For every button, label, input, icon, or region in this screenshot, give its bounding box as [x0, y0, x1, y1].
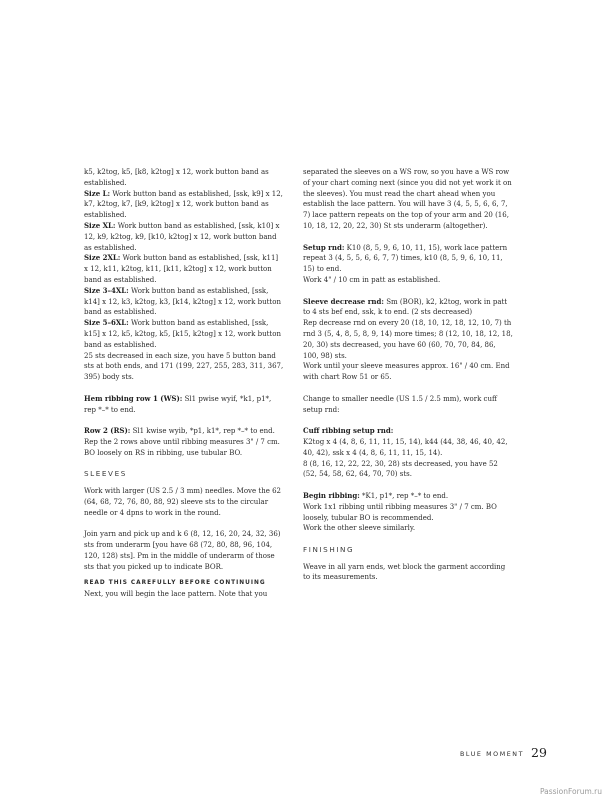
instruction-text: Next, you will begin the lace pattern. Note that you — [84, 590, 268, 599]
begin-ribbing — [303, 491, 513, 502]
size-l-instruction — [84, 189, 284, 221]
instruction-text: Sl1 kwise wyib, *p1, k1*, rep *–* to end. — [130, 427, 275, 436]
instruction-text: K2tog x 4 (4, 8, 6, 11, 11, 15, 14), k44 (44, 38, 46, 40, 42, 40, 42), ssk x 4 (4, 8, 6, 11, 11, 15, 14). — [303, 437, 508, 457]
instruction-text: k5, k2tog, k5, [k8, k2tog] x 12, work button band as established. — [84, 168, 269, 187]
instruction-text: Sl1 pwise wyif, *k1, p1*, rep *–* to end. — [84, 394, 272, 414]
size-label: Size 5–6XL: — [84, 318, 129, 328]
read-carefully-note: READ THIS CAREFULLY BEFORE CONTINUING — [84, 580, 266, 587]
row-label: Sleeve decrease rnd: — [303, 296, 384, 306]
instruction-text: Work until your sleeve measures approx. 16" / 40 cm. End with chart Row 51 or 65. — [303, 362, 510, 382]
size-label: Size 3–4XL: — [84, 285, 129, 295]
size-label: Size XL: — [84, 220, 116, 230]
size-3-4xl-instruction — [84, 286, 284, 318]
instruction-text: Rep the 2 rows above until ribbing measures 3" / 7 cm. BO loosely on RS in ribbing, use tubular BO. — [84, 437, 280, 457]
sleeve-decrease-round — [303, 297, 513, 319]
instruction-text: Join yarn and pick up and k 6 (8, 12, 16, 20, 24, 32, 36) sts from underarm [you have 68 (72, 80, 88, 96, 104, 120, 128) sts]. Pm in the middle of underarm of those sts that you picked up to indicate BOR. — [84, 530, 281, 571]
setup-round — [303, 243, 513, 275]
watermark: PassionForum.ru — [539, 787, 602, 796]
instruction-text: Work button band as established, [ssk, k14] x 12, k3, k2tog, k3, [k14, k2tog] x 12, work button band as established. — [84, 286, 281, 317]
instruction-text: Work button band as established, [ssk, k10] x 12, k9, k2tog, k9, [k10, k2tog] x 12, work button band as established. — [84, 221, 280, 252]
left-column — [84, 167, 284, 600]
instruction-text: Change to smaller needle (US 1.5 / 2.5 mm), work cuff setup rnd: — [303, 394, 497, 414]
instruction-text: Work button band as established, [ssk, k11] x 12, k11, k2tog, k11, [k11, k2tog] x 12, work button band as established. — [84, 254, 279, 284]
size-2xl-instruction — [84, 253, 284, 285]
instruction-text: separated the sleeves on a WS row, so you have a WS row of your chart coming next (since you did not yet work it on the sleeves). You must read the chart ahead when you establish the lace pattern. You will have 3 (4, 5, 5, 6, 6, 7, 7) lace pattern repeats on the top of your arm and 20 (16, 10, 18, 12, 20, 22, 30) St sts underarm (altogether). — [303, 168, 512, 230]
footer-title: BLUE MOMENT — [460, 751, 525, 758]
instruction-text: Work button band as established, [ssk, k15] x 12, k5, k2tog, k5, [k15, k2tog] x 12, work button band as established. — [84, 319, 281, 349]
instruction-text: Work the other sleeve similarly. — [303, 524, 416, 533]
hem-ribbing-row-1 — [84, 394, 284, 416]
instruction-text: Work 4" / 10 cm in patt as established. — [303, 275, 441, 284]
row-label: Cuff ribbing setup rnd: — [303, 426, 394, 436]
size-label: Size L: — [84, 188, 111, 198]
hem-ribbing-row-2 — [84, 426, 284, 437]
page-number: 29 — [531, 745, 547, 760]
size-label: Size 2XL: — [84, 253, 121, 263]
instruction-text: *K1, p1*, rep *–* to end. — [359, 491, 449, 500]
instruction-text: Work with larger (US 2.5 / 3 mm) needles. Move the 62 (64, 68, 72, 76, 80, 88, 92) sleeve sts to the circular needle or 4 dpns to work in the round. — [84, 487, 281, 517]
sleeves-heading: SLEEVES — [84, 469, 127, 479]
size-xl-instruction — [84, 221, 284, 253]
finishing-heading: FINISHING — [303, 544, 355, 554]
instruction-text: Weave in all yarn ends, wet block the garment according to its measurements. — [303, 562, 506, 582]
instruction-text: Rep decrease rnd on every 20 (18, 10, 12, 18, 12, 10, 7) th rnd 3 (5, 4, 8, 5, 8, 9, 14) more times; 8 (12, 10, 18, 12, 18, 20, 30) sts decreased, you have 60 (60, 70, 70, 84, 86, 100, 98) sts. — [303, 319, 513, 360]
row-label: Setup rnd: — [303, 242, 345, 252]
instruction-text: K10 (8, 5, 9, 6, 10, 11, 15), work lace pattern repeat 3 (4, 5, 5, 6, 6, 7, 7) times, k10 (8, 5, 9, 6, 10, 11, 15) to end. — [303, 243, 508, 274]
instruction-text: Work button band as established, [ssk, k9] x 12, k7, k2tog, k7, [k9, k2tog] x 12, work button band as established. — [84, 189, 283, 220]
row-label: Hem ribbing row 1 (WS): — [84, 393, 183, 403]
size-5-6xl-instruction — [84, 318, 284, 350]
right-column — [303, 167, 513, 583]
cuff-setup-label — [303, 426, 513, 437]
instruction-text: 8 (8, 16, 12, 22, 22, 30, 28) sts decreased, you have 52 (52, 54, 58, 62, 64, 70, 70) sts. — [303, 459, 498, 479]
instruction-text: Sm (BOR), k2, k2tog, work in patt to 4 sts bef end, ssk, k to end. (2 sts decreased) — [303, 297, 508, 317]
row-label: Begin ribbing: — [303, 490, 360, 500]
instruction-text: Work 1x1 ribbing until ribbing measures 3" / 7 cm. BO loosely, tubular BO is recommended. — [303, 502, 497, 522]
decrease-summary: 25 sts decreased in each size, you have 5 button band sts at both ends, and 171 (199, 227, 255, 283, 311, 367, 395) body sts. — [84, 351, 284, 382]
row-label: Row 2 (RS): — [84, 426, 131, 436]
